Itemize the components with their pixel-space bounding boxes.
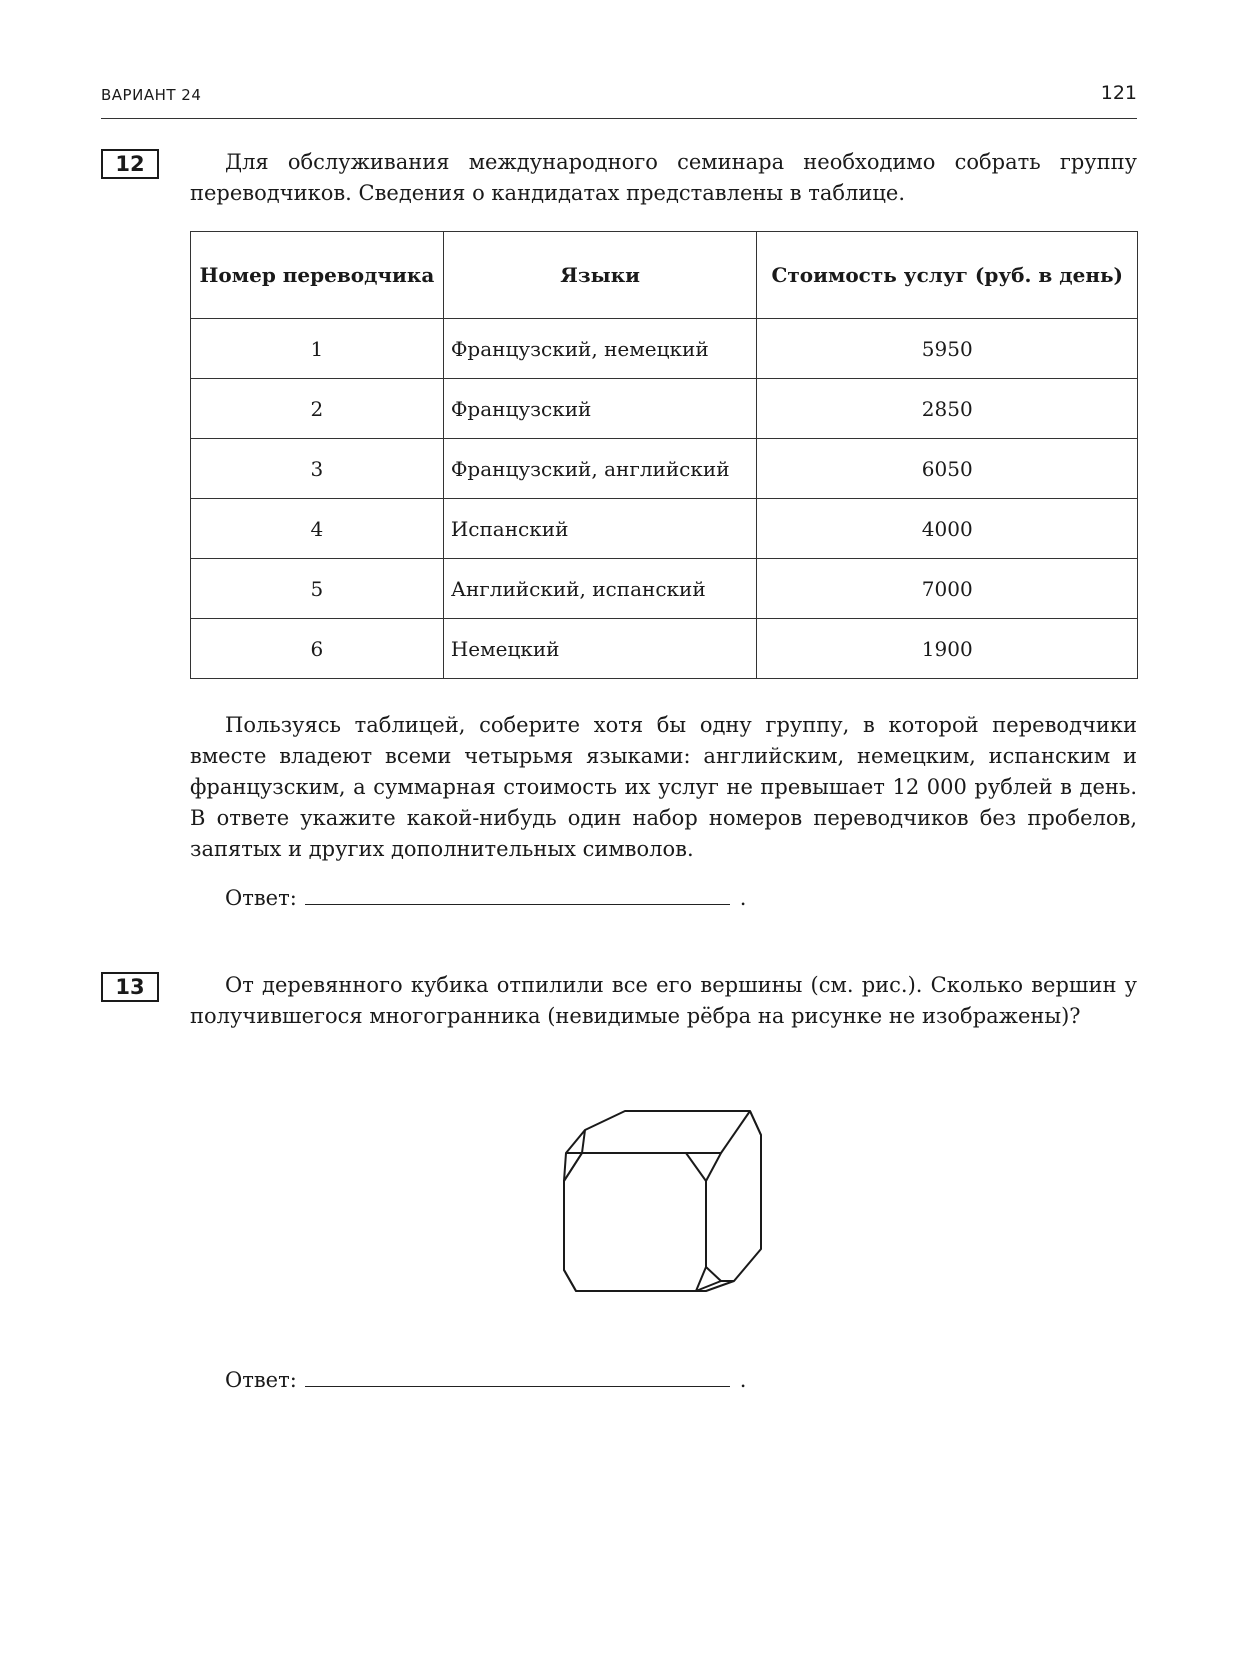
task-13-answer [225,1364,746,1392]
table-row [191,379,1138,439]
task-13-question: От деревянного кубика отпилили все его вершины (см. рис.). Сколько вершин у получившегося многогранника (невидимые рёбра на рисунке не изображены)? [190,973,1137,1028]
cell-number: 3 [191,439,444,499]
table-row [191,499,1138,559]
table-row [191,619,1138,679]
task-13-number: 13 [101,972,159,1002]
cell-number: 2 [191,379,444,439]
page-number: 121 [1100,82,1137,104]
header-divider [101,118,1137,119]
answer-label: Ответ: [225,1368,297,1392]
header-languages: Языки [443,232,757,319]
answer-end: . [739,886,747,910]
table-row [191,319,1138,379]
cell-cost: 7000 [757,559,1138,619]
candidates-table [190,231,1138,679]
cell-languages: Испанский [443,499,757,559]
task-12-number: 12 [101,149,159,179]
cell-cost: 2850 [757,379,1138,439]
cell-number: 6 [191,619,444,679]
truncated-cube-drawing [555,1108,775,1308]
answer-input-line[interactable] [305,882,730,905]
task-12-question: Пользуясь таблицей, соберите хотя бы одну группу, в которой переводчики вместе владеют всеми четырьмя языками: английским, немецким, испанским и французским, а суммарная стоимость их услуг не превышает 12 000 рублей в день. В ответе укажите какой-нибудь один набор номеров переводчиков без пробелов, запятых и других дополнительных символов. [190,713,1137,861]
task-12-intro: Для обслуживания международного семинара необходимо собрать группу переводчиков. Сведения о кандидатах представлены в таблице. [190,150,1137,205]
cell-languages: Французский, немецкий [443,319,757,379]
table-header-row [191,232,1138,319]
truncated-cube-figure [555,1108,775,1312]
task-12-answer [225,882,746,910]
answer-input-line[interactable] [305,1364,730,1387]
cell-languages: Французский, английский [443,439,757,499]
cell-cost: 5950 [757,319,1138,379]
cell-languages: Английский, испанский [443,559,757,619]
header-number: Номер переводчика [191,232,444,319]
table-row [191,439,1138,499]
cell-cost: 6050 [757,439,1138,499]
cell-cost: 1900 [757,619,1138,679]
cell-number: 4 [191,499,444,559]
cell-cost: 4000 [757,499,1138,559]
variant-label: ВАРИАНТ 24 [101,86,202,104]
header-cost: Стоимость услуг (руб. в день) [757,232,1138,319]
table-row [191,559,1138,619]
cell-number: 1 [191,319,444,379]
cell-number: 5 [191,559,444,619]
answer-label: Ответ: [225,886,297,910]
cell-languages: Французский [443,379,757,439]
cell-languages: Немецкий [443,619,757,679]
answer-end: . [739,1368,747,1392]
